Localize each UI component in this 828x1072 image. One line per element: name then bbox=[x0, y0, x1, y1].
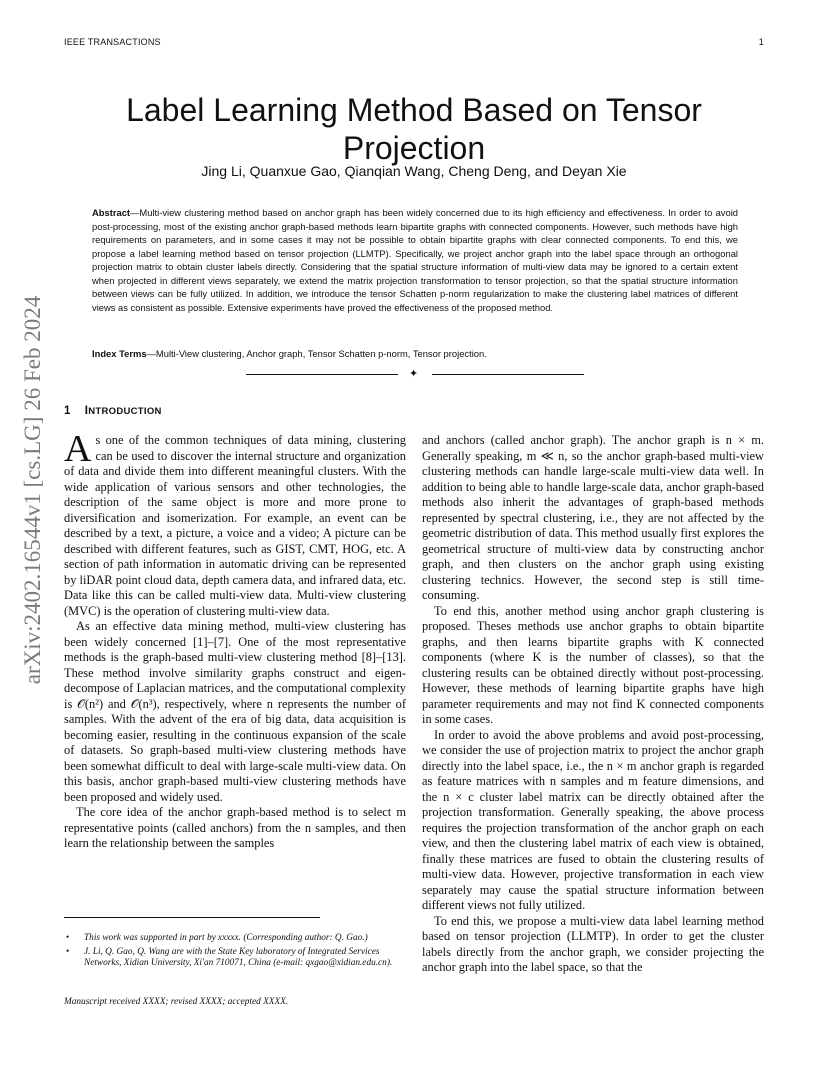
paragraph bbox=[64, 428, 406, 619]
index-terms-text: —Multi-View clustering, Anchor graph, Tensor Schatten p-norm, Tensor projection. bbox=[146, 348, 487, 359]
footnote-affiliation: • J. Li, Q. Gao, Q. Wang are with the State Key laboratory of Integrated Services Networks, Xidian University, Xi'an 710071, China (e-mail: qxgao@xidian.edu.cn). bbox=[84, 947, 406, 970]
abstract-text: —Multi-view clustering method based on anchor graph has been widely concerned due to its high efficiency and effectiveness. In order to avoid post-processing, most of the existing anchor graph-based methods learn bipartite graphs with connected components. However, such methods have high requirements on parameters, and in some cases it may not be possible to obtain bipartite graphs with clear connected components. To end this, we propose a label learning method based on tensor projection (LLMTP). Specifically, we project anchor graph into the label space through an orthogonal projection matrix to obtain cluster labels directly. Considering that the spatial structure information of multi-view data may be ignored to a certain extent when projected in different views separately, we extend the matrix projection transformation to tensor projection, so that the spatial structure information between views can be fully utilized. In addition, we introduce the tensor Schatten p-norm regularization to make the clustering label matrices of different views as consistent as possible. Extensive experiments have proved the effectiveness of the proposed method. bbox=[92, 207, 738, 313]
manuscript-dates: Manuscript received XXXX; revised XXXX; accepted XXXX. bbox=[64, 997, 289, 1007]
section-title-initial: I bbox=[84, 405, 89, 417]
section-heading bbox=[64, 405, 162, 417]
index-terms bbox=[92, 347, 738, 361]
drop-cap: A bbox=[64, 428, 92, 470]
arxiv-stamp bbox=[18, 290, 48, 690]
paper-title: Label Learning Method Based on Tensor Projection bbox=[126, 92, 702, 167]
paragraph: and anchors (called anchor graph). The anchor graph is n × m. Generally speaking, m ≪ n, so the anchor graph-based multi-view clustering methods can handle large-scale multi-view data well. In addition to being able to handle large-scale data, anchor graph-based methods also inherit the advantages of graph-based methods represented by spectral clustering, i.e., they are not affected by the geometric distribution of data. This method usually first explores the geometrical structure of multi-view data by constructing anchor graph, and then clusters on the anchor graph using existing clustering technics. However, the second step is still time-consuming. bbox=[422, 433, 764, 602]
page-number: 1 bbox=[758, 37, 764, 47]
index-terms-label: Index Terms bbox=[92, 348, 147, 359]
left-column bbox=[64, 428, 406, 852]
paragraph: To end this, we propose a multi-view data label learning method based on tensor projection (LLMTP). In order to get the cluster labels directly from the anchor graph, we consider projecting the anchor graph into the label space, so that the bbox=[422, 913, 764, 974]
divider-line-right bbox=[432, 374, 584, 375]
paragraph: To end this, another method using anchor graph clustering is proposed. Theses methods use anchor graphs to obtain bipartite graphs, and then learns bipartite graphs with K connected components (where K is the number of classes), so that the clustering results can be obtained directly without post-processing. However, these methods of learning bipartite graphs have high parameter requirements and may not find K connected components in some cases. bbox=[422, 603, 764, 726]
paragraph-text: s one of the common techniques of data mining, clustering can be used to discover the internal structure and organization of data and divide them into different meaningful clusters. With the wide application of various sensors and other technologies, the description of the same object is more and more prone to diversification and isomerization. For example, an event can be described by a text, a picture, a voice and a video; A picture can be described with different features, such as GIST, CMT, HOG, etc. A section of path information in automatic driving can be represented by liDAR point cloud data, depth camera data, and infrared data, etc. Data like this can be called multi-view data. Multi-view clustering (MVC) is the operation of clustering multi-view data. bbox=[64, 433, 406, 618]
right-column bbox=[422, 433, 764, 976]
author-list: Jing Li, Quanxue Gao, Qianqian Wang, Cheng Deng, and Deyan Xie bbox=[201, 163, 627, 179]
section-divider bbox=[246, 368, 584, 380]
running-header: IEEE TRANSACTIONS bbox=[64, 37, 161, 47]
footnotes bbox=[64, 933, 406, 972]
footnote-rule bbox=[64, 917, 320, 918]
paragraph: As an effective data mining method, multi-view clustering has been widely concerned [1]–[7]. One of the most representative methods is the graph-based multi-view clustering method [8]–[13]. These method involve similarity graphs construct and eigen-decompose of Laplacian matrices, and the computational complexity is 𝒪(n²) and 𝒪(n³), respectively, where n represents the number of samples. With the advent of the era of big data, data acquisition is becoming easier, resulting in the continuous expansion of the scale of datasets. So graph-based multi-view clustering methods have been somewhat difficult to deal with large-scale multi-view data. On this basis, anchor graph-based multi-view clustering methods have been proposed and widely used. bbox=[64, 619, 406, 804]
paragraph: In order to avoid the above problems and avoid post-processing, we consider the use of projection matrix to project the anchor graph directly into the label space, i.e., the n × m anchor graph is regarded as feature matrices with n samples and m feature dimensions, and the n × c cluster label matrix can be directly obtained after the projection transformation. Generally speaking, the above process requires the projection transformation of the anchor graph on each view, and then the clustering label matrix of each view is obtained, finally these matrices are fused to obtain the clustering results of multi-view data. However, projective transformation in each view separately may cause the spatial structure information between different views not fully utilized. bbox=[422, 727, 764, 912]
footnote-funding: • This work was supported in part by xxxxx. (Corresponding author: Q. Gao.) bbox=[84, 933, 406, 945]
abstract-label: Abstract bbox=[92, 207, 131, 218]
paragraph: The core idea of the anchor graph-based method is to select m representative points (called anchors) from the n samples, and then learn the relationship between the samples bbox=[64, 805, 406, 850]
divider-line-left bbox=[246, 374, 398, 375]
abstract bbox=[92, 206, 738, 314]
arxiv-stamp-text: arXiv:2402.16544v1 [cs.LG] 26 Feb 2024 bbox=[20, 295, 45, 685]
diamond-icon: ✦ bbox=[409, 368, 419, 380]
section-title-rest: NTRODUCTION bbox=[88, 406, 162, 417]
section-number: 1 bbox=[64, 405, 71, 417]
